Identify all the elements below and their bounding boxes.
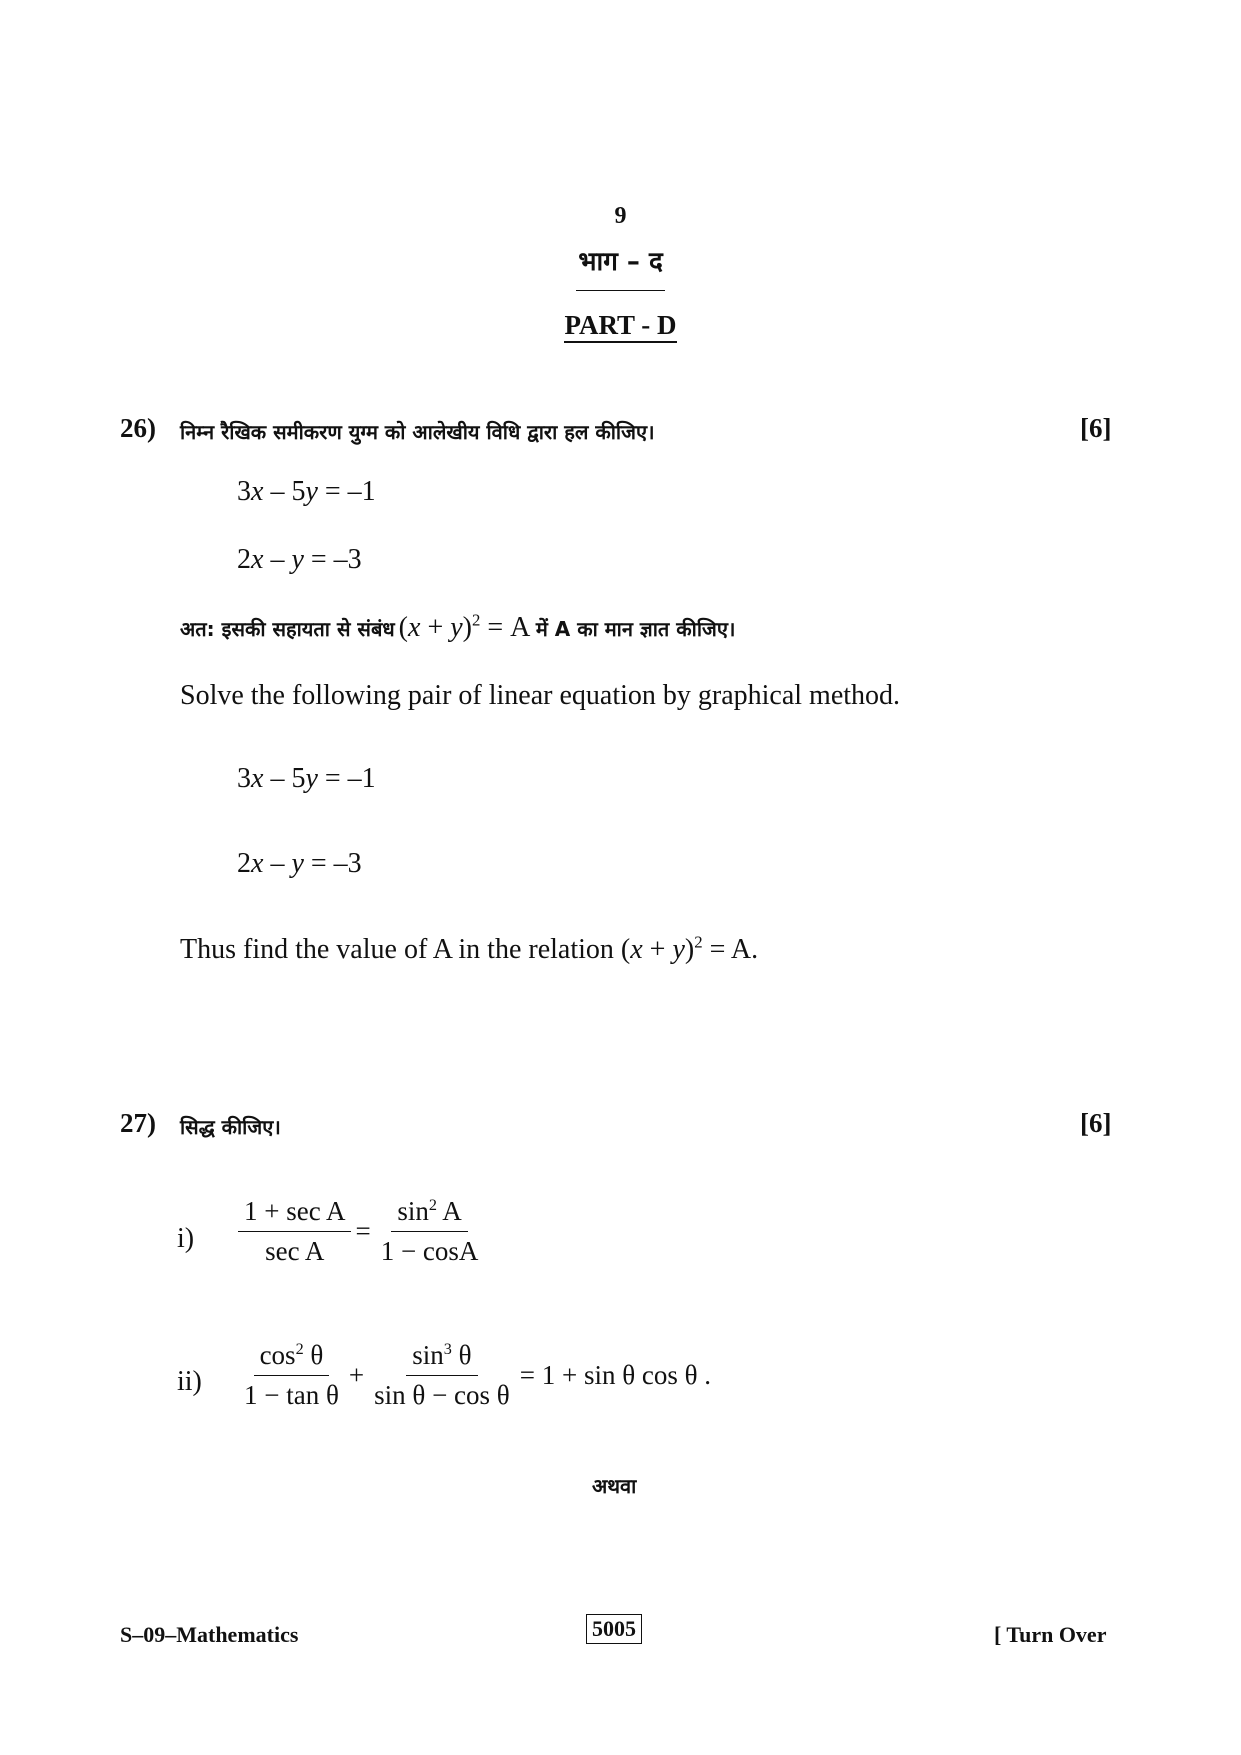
equation-2-english-section: 2x – y = –3	[237, 848, 362, 879]
identity-ii: $\frac{\cos^2 \theta}{\text{1 − tan θ}}$ + $\frac{\sin^3 \theta}{\text{sin θ − cos θ}}$ = 1 + sin θ cos θ .	[236, 1340, 713, 1411]
footer-subject-code: S–09–Mathematics	[120, 1622, 299, 1647]
question-27-hindi-instruction: सिद्ध कीजिए।	[180, 1115, 281, 1139]
equation-1-english-section: 3x – 5y = –1	[237, 763, 376, 794]
question-26-hindi-followup: अत: इसकी सहायता से संबंध $(x + y)^2 = A$ में A का मान ज्ञात कीजिए।	[180, 610, 736, 643]
part-title-english: PART - D	[0, 310, 1241, 341]
question-27-number: 27)	[120, 1108, 156, 1138]
fraction-rhs: $\frac{\sin^2 A}{1 - \cos A}$	[380, 1196, 479, 1266]
part-i-label: i)	[177, 1223, 195, 1254]
equation-2-hindi-section: 2x – y = –3	[237, 544, 362, 575]
question-26-english-instruction: Solve the following pair of linear equation by graphical method.	[180, 680, 901, 711]
question-27-marks: [6]	[1080, 1108, 1112, 1138]
fraction-lhs: $\frac{\text{1 + sec A}}{\text{sec A}}$	[238, 1196, 351, 1267]
fraction-term-1: $\frac{\cos^2 \theta}{\text{1 − tan θ}}$	[244, 1340, 339, 1410]
question-26-hindi-instruction: निम्न रैखिक समीकरण युग्म को आलेखीय विधि द्वारा हल कीजिए।	[180, 420, 655, 444]
page-number: 9	[614, 203, 627, 229]
part-ii-label: ii)	[177, 1366, 202, 1397]
question-26-number: 26)	[120, 413, 156, 443]
or-separator: अथवा	[592, 1474, 637, 1498]
question-26-english-followup: Thus find the value of A in the relation $(x + y)^2 = A$.	[180, 932, 759, 965]
footer-paper-code: 5005	[586, 1614, 642, 1644]
equation-1-hindi-section: 3x – 5y = –1	[237, 476, 376, 507]
footer-turn-over: [ Turn Over	[994, 1622, 1107, 1647]
question-26-marks: [6]	[1080, 413, 1112, 443]
fraction-term-2: $\frac{\sin^3 \theta}{\text{sin θ − cos θ}}$	[374, 1340, 510, 1410]
identity-i: $\frac{\text{1 + sec A}}{\text{sec A}}$ = $\frac{\sin^2 A}{1 - \cos A}$	[236, 1196, 486, 1267]
part-title-hindi: भाग – द	[0, 242, 1241, 291]
relation-expression: $(x + y)^2 = A$	[398, 610, 529, 643]
